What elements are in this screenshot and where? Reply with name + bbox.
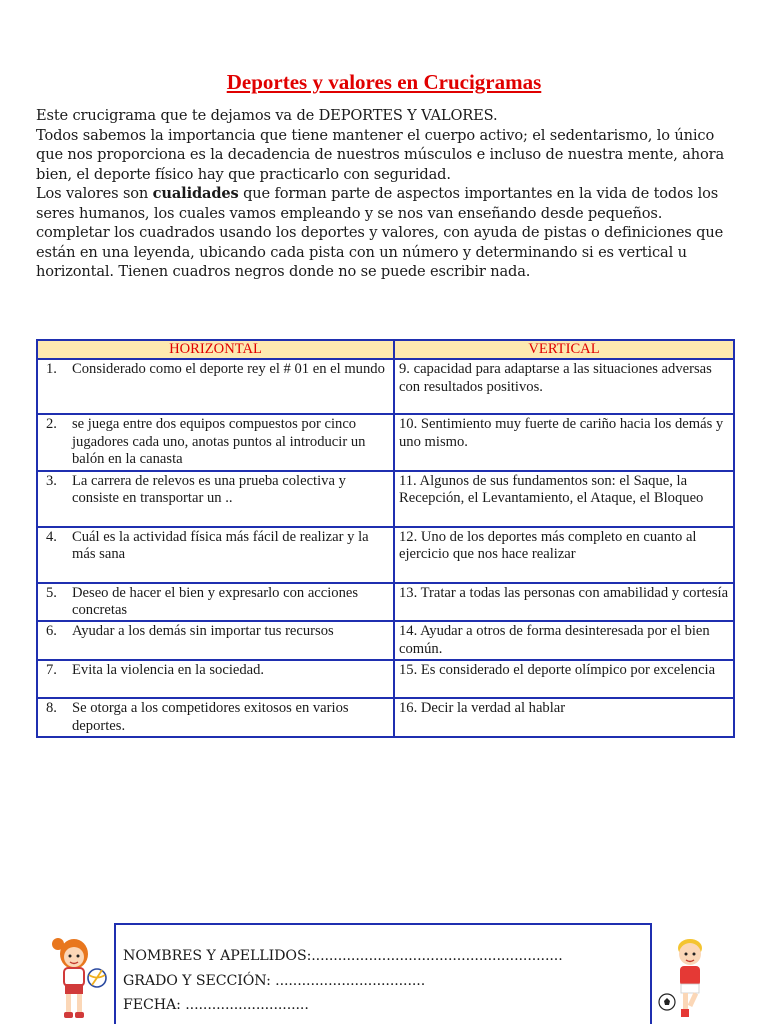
- clue-row: [37, 660, 734, 698]
- clue-number: 7.: [46, 662, 57, 679]
- clue-row: [37, 414, 734, 470]
- intro-paragraph-2: Todos sabemos la importancia que tiene mantener el cuerpo activo; el sedentarismo, lo único que nos proporciona es la decadencia de nuestros músculos e incluso de nuestra mente, ahora bien, el deporte físico hay que practicarlo con seguridad.: [36, 126, 725, 183]
- vertical-clue: 12. Uno de los deportes más completo en cuanto al ejercicio que nos hace realizar: [394, 527, 734, 583]
- horizontal-clue-text: Evita la violencia en la sociedad.: [72, 662, 265, 679]
- page-title: Deportes y valores en Crucigramas: [226, 70, 542, 94]
- horizontal-clue-text: Cuál es la actividad física más fácil de realizar y la más sana: [72, 528, 369, 563]
- intro-paragraph-3: [36, 184, 736, 223]
- horizontal-clue: [37, 698, 394, 737]
- vertical-clue: 14. Ayudar a otros de forma desinteresada por el bien común.: [394, 621, 734, 660]
- clue-number: 2.: [46, 416, 57, 433]
- clue-row: [37, 621, 734, 660]
- names-field[interactable]: NOMBRES Y APELLIDOS:.........................................................: [123, 948, 563, 964]
- grade-section-field[interactable]: GRADO Y SECCIÓN: ..................................: [123, 972, 426, 989]
- vertical-clue: 11. Algunos de sus fundamentos son: el Saque, la Recepción, el Levantamiento, el Ataque, el Bloqueo: [394, 471, 734, 527]
- girl-volleyball-illustration: [44, 934, 110, 1024]
- intro-p3-before: Los valores son: [36, 185, 153, 202]
- vertical-clue: 15. Es considerado el deporte olímpico por excelencia: [394, 660, 734, 698]
- vertical-header: VERTICAL: [394, 340, 734, 359]
- horizontal-clue: [37, 359, 394, 414]
- clue-number: 8.: [46, 700, 57, 717]
- horizontal-clue-text: Ayudar a los demás sin importar tus recursos: [72, 623, 334, 640]
- horizontal-clue: [37, 527, 394, 583]
- clue-number: 3.: [46, 472, 57, 489]
- horizontal-clue-text: La carrera de relevos es una prueba colectiva y consiste en transportar un ..: [72, 472, 346, 507]
- clue-row: [37, 527, 734, 583]
- clues-table: [36, 339, 735, 738]
- horizontal-clue: [37, 583, 394, 622]
- boy-soccer-illustration: [656, 934, 718, 1024]
- horizontal-clue-text: se juega entre dos equipos compuestos por cinco jugadores cada uno, anotas puntos al introducir un balón en la canasta: [72, 416, 366, 468]
- clue-row: [37, 471, 734, 527]
- clue-number: 1.: [46, 361, 57, 378]
- horizontal-clue: [37, 660, 394, 698]
- horizontal-header: HORIZONTAL: [37, 340, 394, 359]
- student-info-box: [114, 923, 652, 1024]
- vertical-clue: 13. Tratar a todas las personas con amabilidad y cortesía: [394, 583, 734, 622]
- clue-row: [37, 583, 734, 622]
- intro-p3-bold: cualidades: [152, 185, 239, 202]
- clue-number: 5.: [46, 584, 57, 601]
- clue-row: [37, 698, 734, 737]
- intro-text: [36, 106, 736, 282]
- clue-row: [37, 359, 734, 414]
- horizontal-clue-text: Se otorga a los competidores exitosos en varios deportes.: [72, 700, 349, 734]
- intro-p3-after: que forman parte de aspectos importantes en la vida de todos los seres humanos, los cuales vamos empleando y se nos van enseñando desde pequeños.: [36, 185, 719, 222]
- horizontal-clue: [37, 471, 394, 527]
- horizontal-clue-text: Deseo de hacer el bien y expresarlo con acciones concretas: [72, 584, 359, 619]
- clue-number: 4.: [46, 528, 57, 545]
- clue-number: 6.: [46, 623, 57, 640]
- horizontal-clue: [37, 414, 394, 470]
- date-field[interactable]: FECHA: ............................: [123, 997, 309, 1013]
- vertical-clue: 9. capacidad para adaptarse a las situaciones adversas con resultados positivos.: [394, 359, 734, 414]
- intro-paragraph-4: completar los cuadrados usando los deportes y valores, con ayuda de pistas o definiciones que están en una leyenda, ubicando cada pista con un número y determinando si es vertical u horizontal. Tienen cuadros negros donde no se puede escribir nada.: [36, 224, 724, 280]
- vertical-clue: 16. Decir la verdad al hablar: [394, 698, 734, 737]
- intro-paragraph-1: Este crucigrama que te dejamos va de DEPORTES Y VALORES.: [36, 107, 498, 124]
- vertical-clue: 10. Sentimiento muy fuerte de cariño hacia los demás y uno mismo.: [394, 414, 734, 470]
- horizontal-clue-text: Considerado como el deporte rey el # 01 en el mundo: [72, 361, 385, 378]
- horizontal-clue: [37, 621, 394, 660]
